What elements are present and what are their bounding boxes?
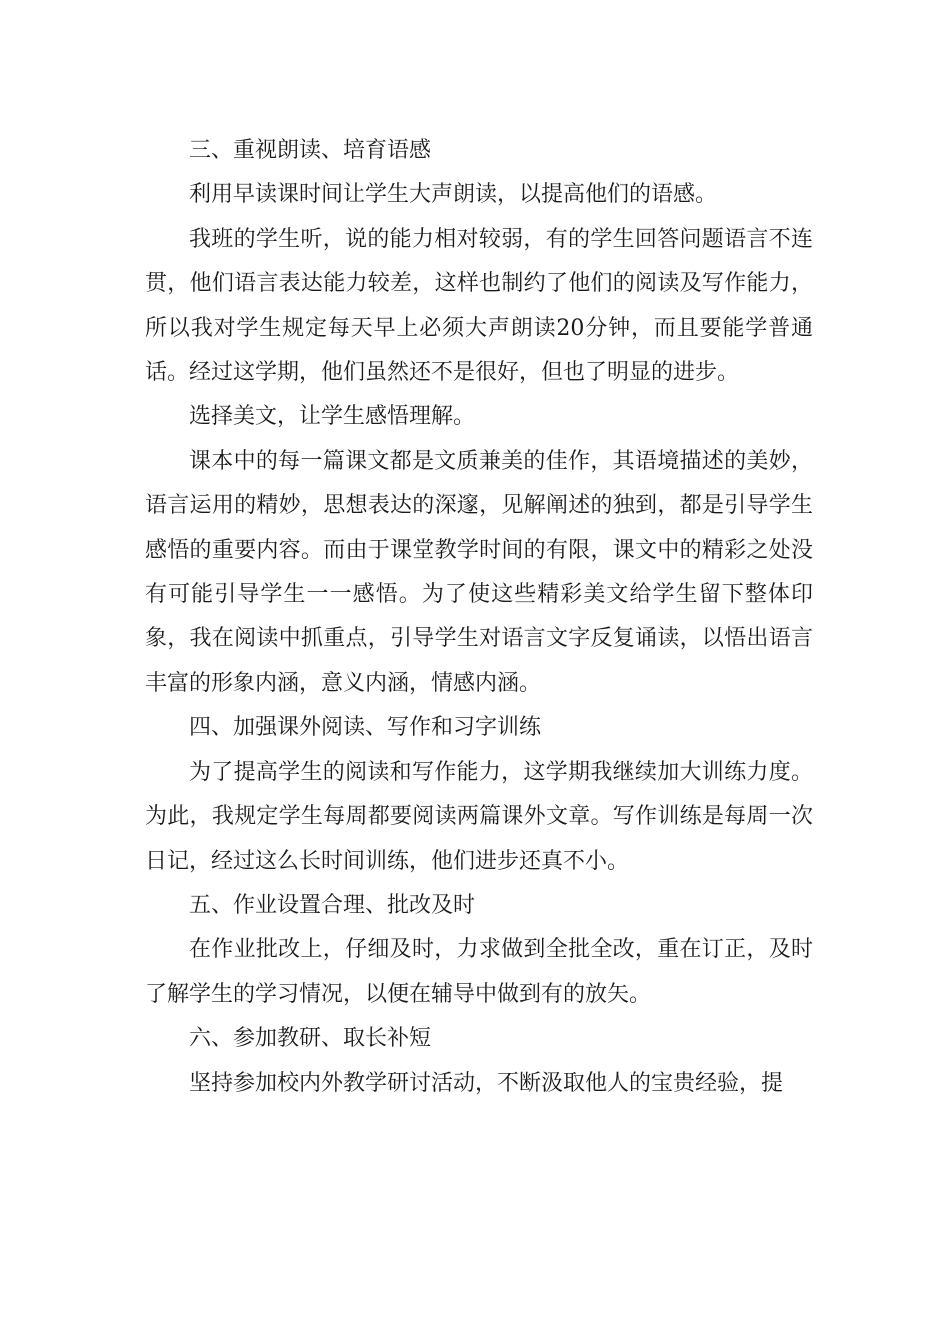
heading-section-6: 六、参加教研、取长补短 (189, 1026, 432, 1052)
paragraph: 选择美文，让学生感悟理解。 (189, 404, 476, 430)
heading-section-3: 三、重视朗读、培育语感 (189, 138, 432, 163)
heading-section-4: 四、加强课外阅读、写作和习字训练 (189, 715, 542, 741)
paragraph: 为了提高学生的阅读和写作能力，这学期我继续加大训练力度。为此，我规定学生每周都要阅读两篇课外文章。写作训练是每周一次日记，经过这么长时间训练，他们进步还真不小。 (145, 759, 813, 874)
heading-section-5: 五、作业设置合理、批改及时 (189, 892, 476, 918)
paragraph: 利用早读课时间让学生大声朗读，以提高他们的语感。 (189, 182, 718, 208)
paragraph: 课本中的每一篇课文都是文质兼美的佳作，其语境描述的美妙，语言运用的精妙，思想表达的深邃，见解阐述的独到，都是引导学生感悟的重要内容。而由于课堂教学时间的有限，课文中的精彩之处没有可能引导学生一一感悟。为了使这些精彩美文给学生留下整体印象，我在阅读中抓重点，引导学生对语言文字反复诵读，以悟出语言丰富的形象内涵，意义内涵，情感内涵。 (145, 448, 813, 696)
document-body (145, 129, 813, 1106)
paragraph: 坚持参加校内外教学研讨活动，不断汲取他人的宝贵经验，提 (189, 1070, 784, 1096)
paragraph: 在作业批改上，仔细及时，力求做到全批全改，重在订正，及时了解学生的学习情况，以便在辅导中做到有的放矢。 (145, 937, 813, 1007)
paragraph: 我班的学生听，说的能力相对较弱，有的学生回答问题语言不连贯，他们语言表达能力较差，这样也制约了他们的阅读及写作能力，所以我对学生规定每天早上必须大声朗读20分钟，而且要能学普通话。经过这学期，他们虽然还不是很好，但也了明显的进步。 (145, 226, 813, 386)
